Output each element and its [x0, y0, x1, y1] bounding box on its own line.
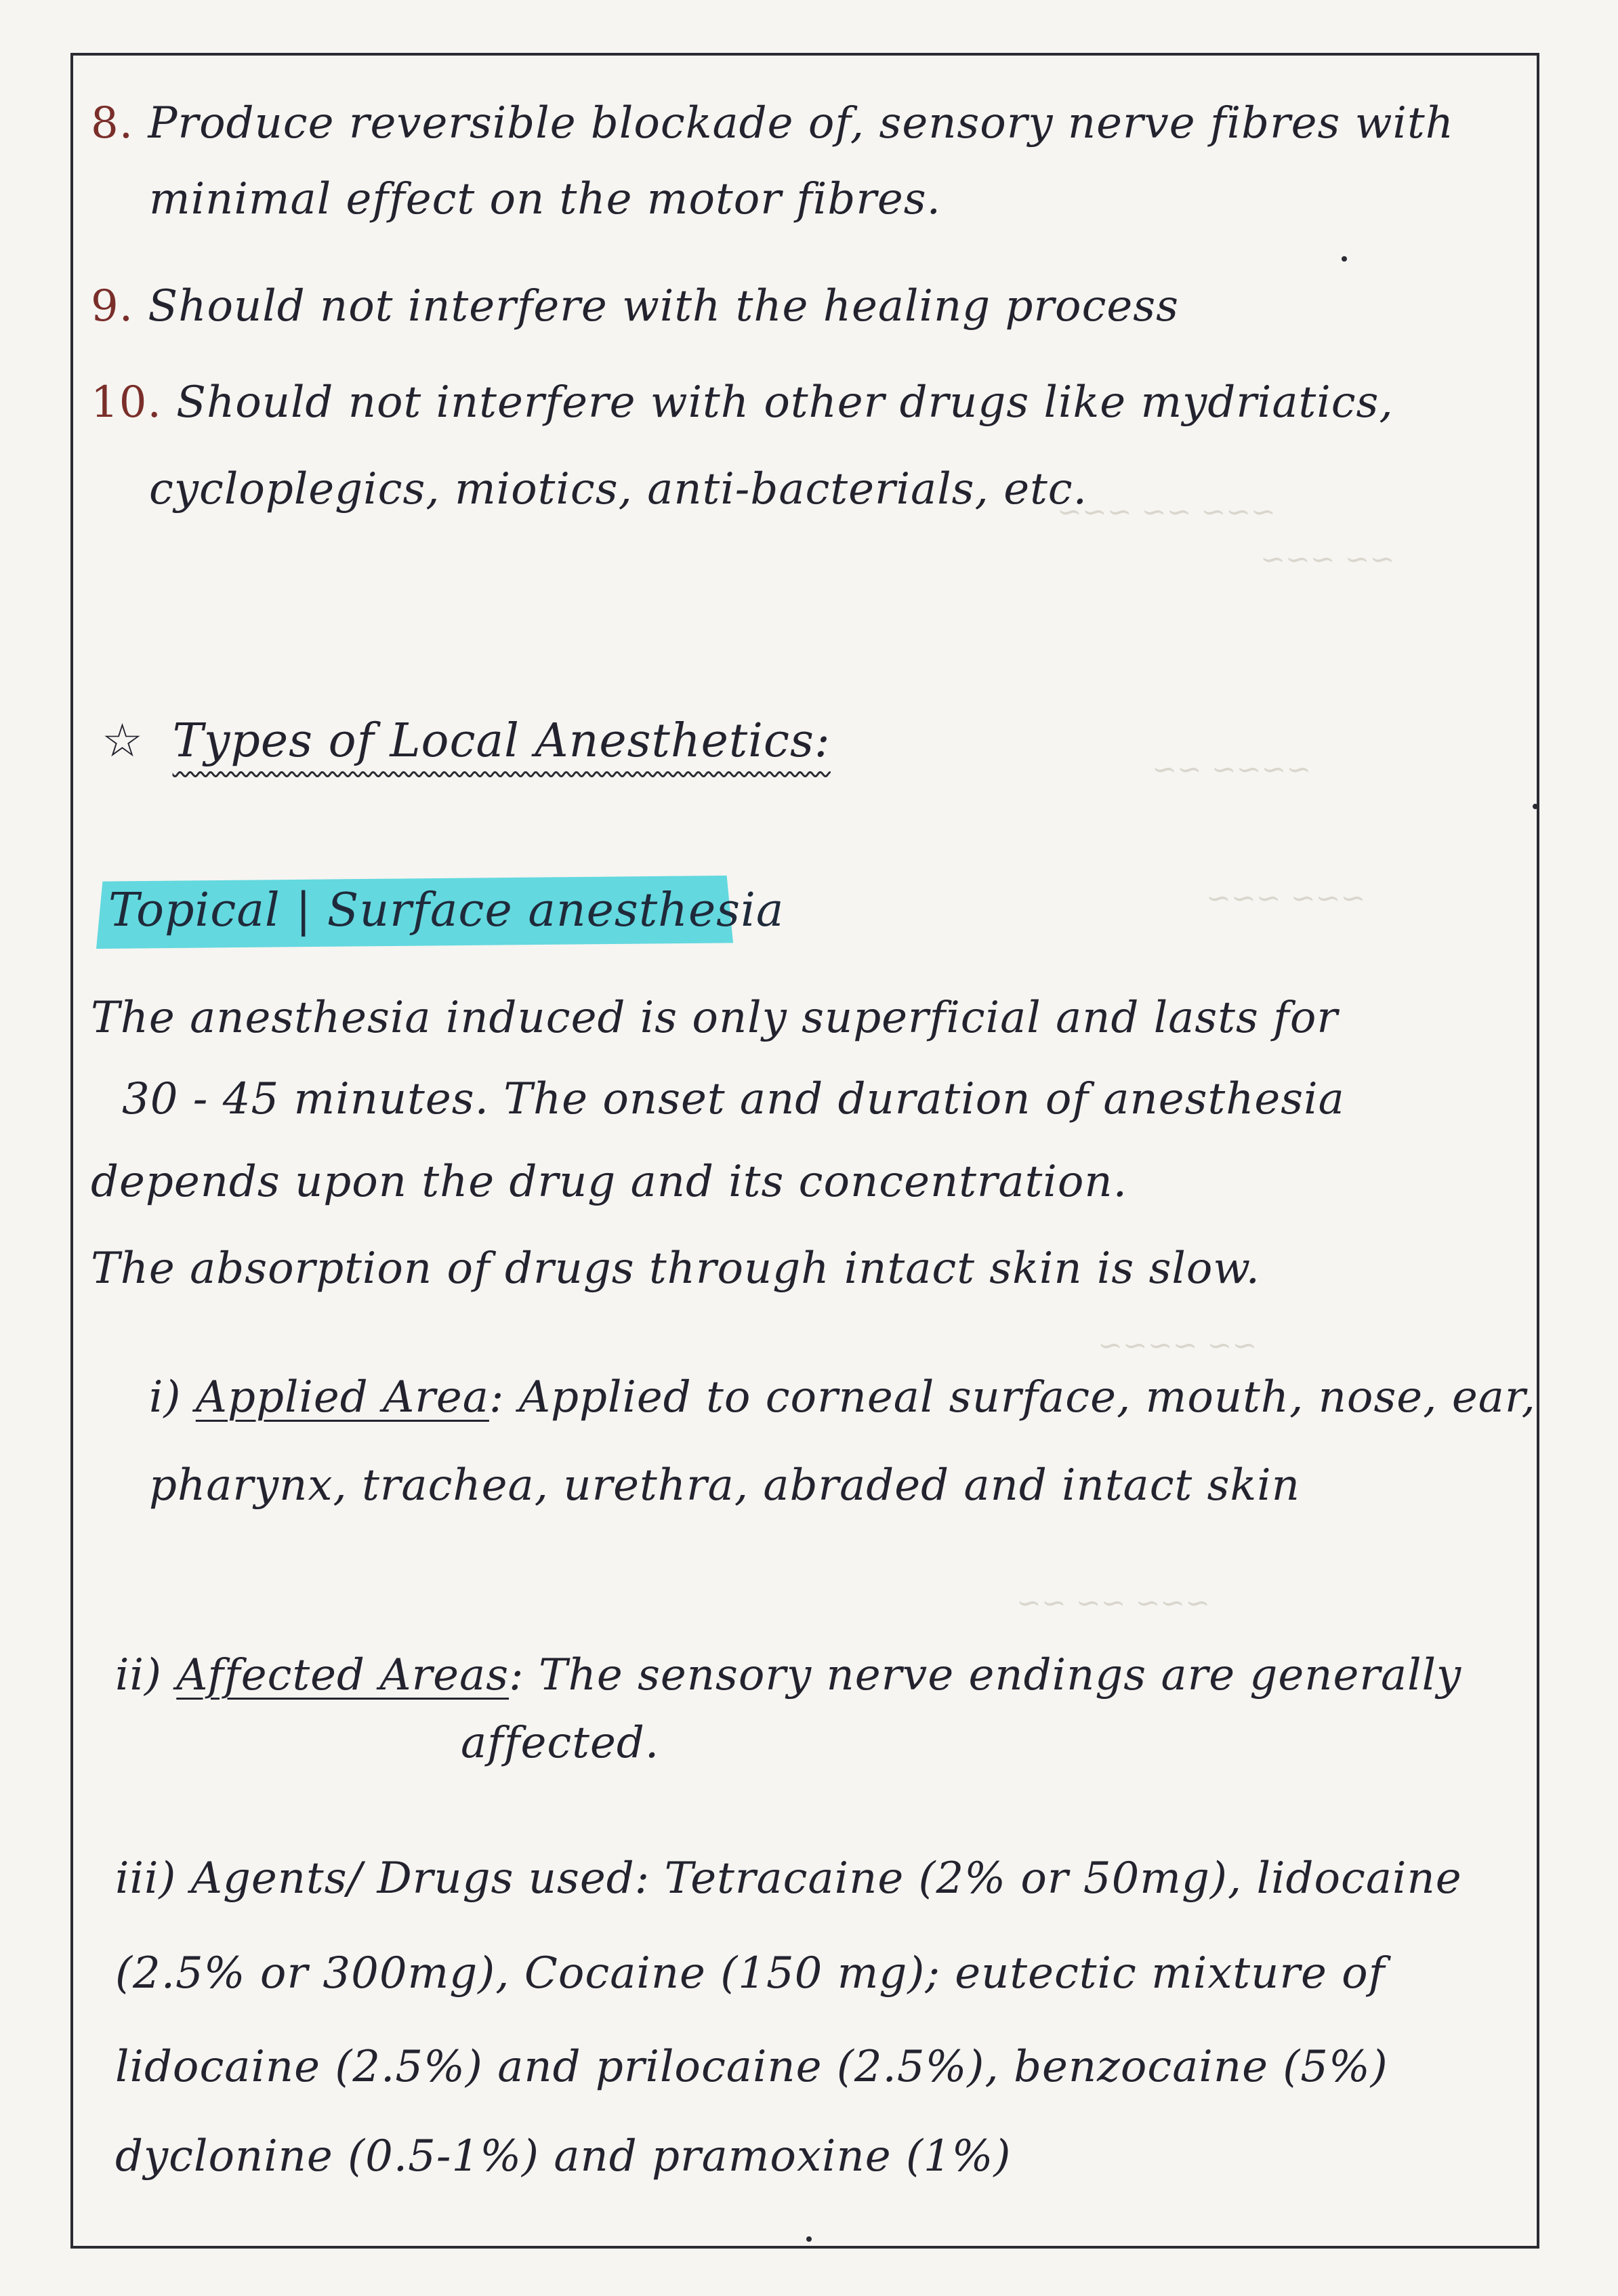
bleed-through-mark: ~~ ~~~: [1260, 542, 1395, 577]
point-text: Should not interfere with the healing process: [148, 281, 1179, 331]
point-number: 8.: [91, 98, 134, 148]
bleed-through-mark: ~~~ ~~ ~~~: [1057, 495, 1276, 529]
point-number: 9.: [91, 281, 134, 331]
item-text: : The sensory nerve endings are generally: [509, 1650, 1462, 1700]
item-affected-areas: [115, 1650, 1462, 1700]
star-icon: ☆: [102, 714, 144, 768]
point-number: 10.: [91, 377, 162, 428]
item-text: Agents/ Drugs used: Tetracaine (2% or 50mg), lidocaine: [190, 1853, 1462, 1904]
bleed-through-mark: ~~~ ~~ ~~: [1016, 1586, 1211, 1620]
bleed-through-mark: ~~~~ ~~: [1152, 752, 1312, 787]
item-applied-area-line-2: pharynx, trachea, urethra, abraded and intact skin: [149, 1460, 1300, 1511]
item-agents-line-3: lidocaine (2.5%) and prilocaine (2.5%), benzocaine (5%): [115, 2042, 1388, 2092]
bleed-through-mark: ~~~ ~~~: [1206, 881, 1366, 916]
item-marker: i): [149, 1372, 182, 1422]
item-marker: iii): [115, 1853, 177, 1904]
item-affected-areas-line-2: affected.: [461, 1718, 660, 1768]
paragraph-line: The absorption of drugs through intact skin is slow.: [91, 1244, 1260, 1294]
point-9: [91, 281, 1179, 331]
item-agents: [115, 1853, 1462, 1904]
paragraph-line: depends upon the drug and its concentration.: [91, 1157, 1127, 1207]
point-text: Should not interfere with other drugs like mydriatics,: [176, 377, 1394, 428]
point-8-line-1: [91, 98, 1454, 148]
point-text: Produce reversible blockade of, sensory nerve fibres with: [148, 98, 1454, 148]
item-text: : Applied to corneal surface, mouth, nose, ear,: [489, 1372, 1536, 1422]
types-heading: [102, 714, 831, 768]
item-marker: ii): [115, 1650, 162, 1700]
point-8-line-2: [149, 174, 941, 224]
ink-dot: [806, 2236, 812, 2242]
ink-dot: [1342, 256, 1347, 262]
point-10-line-1: [91, 377, 1394, 428]
item-label: Applied Area: [195, 1372, 489, 1422]
point-10-line-2: [149, 464, 1087, 514]
paragraph-line: 30 - 45 minutes. The onset and duration of anesthesia: [122, 1074, 1345, 1124]
item-agents-line-2: (2.5% or 300mg), Cocaine (150 mg); eutectic mixture of: [115, 1948, 1386, 1998]
paragraph-line: The anesthesia induced is only superficial and lasts for: [91, 993, 1338, 1043]
item-applied-area: [149, 1372, 1536, 1422]
point-text: cycloplegics, miotics, anti-bacterials, etc.: [149, 464, 1087, 514]
item-label: Affected Areas: [176, 1650, 510, 1700]
ink-dot: [1533, 804, 1538, 809]
item-agents-line-4: dyclonine (0.5-1%) and pramoxine (1%): [115, 2131, 1012, 2181]
bleed-through-mark: ~~ ~~~~: [1098, 1328, 1258, 1363]
point-text: minimal effect on the motor fibres.: [149, 174, 941, 224]
types-heading-text: Types of Local Anesthetics:: [172, 714, 831, 768]
section-title: Topical | Surface anesthesia: [108, 884, 785, 937]
